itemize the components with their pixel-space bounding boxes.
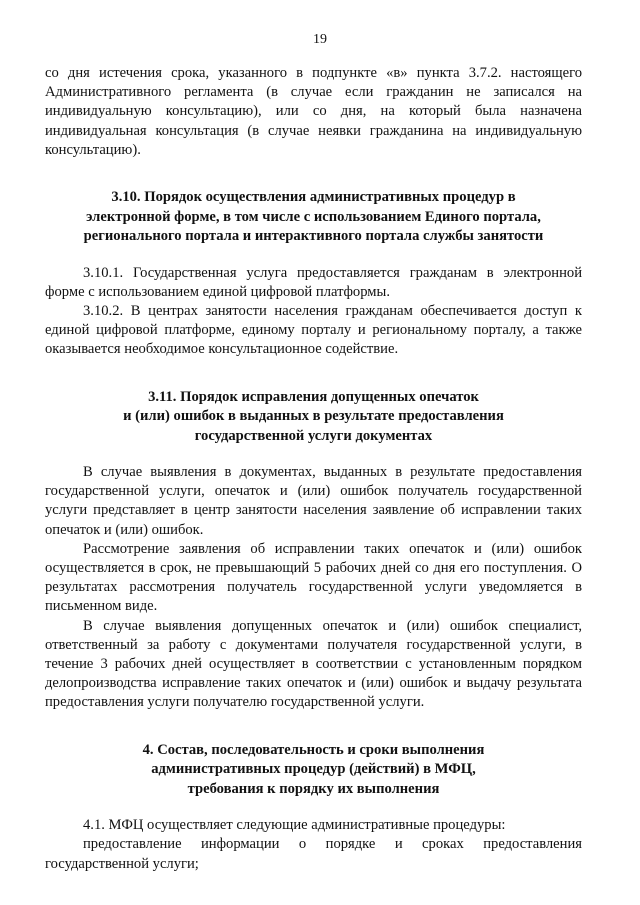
heading-line: 4. Состав, последовательность и сроки выполнения [142, 741, 485, 758]
heading-line: требования к порядку их выполнения [187, 780, 440, 797]
heading-line: регионального портала и интерактивного портала службы занятости [83, 228, 544, 245]
page-content [45, 64, 582, 874]
paragraph-3-10-2: 3.10.2. В центрах занятости населения гражданам обеспечивается доступ к единой цифровой платформе, единому порталу и региональному порталу, а также оказывается необходимое консультационное содействие. [45, 302, 582, 358]
section-3-11-heading [45, 388, 582, 447]
intro-paragraph: со дня истечения срока, указанного в подпункте «в» пункта 3.7.2. настоящего Административного регламента (в случае если гражданин не записался на индивидуальную консультацию), или со дня, на который была назначена индивидуальная консультация (в случае неявки гражданина на индивидуальную консультацию). [45, 65, 582, 158]
heading-line: электронной форме, в том числе с использованием Единого портала, [86, 208, 541, 225]
paragraph-4-1-item: предоставление информации о порядке и сроках предоставления государственной услуги; [45, 836, 582, 872]
heading-line: 3.11. Порядок исправления допущенных опечаток [148, 388, 479, 405]
paragraph-3-10-1: 3.10.1. Государственная услуга предоставляется гражданам в электронной форме с использованием единой цифровой платформы. [45, 264, 582, 300]
heading-line: государственной услуги документах [194, 427, 433, 444]
section-3-10-heading [45, 188, 582, 247]
section-4-heading [45, 741, 582, 800]
heading-line: административных процедур (действий) в МФЦ, [151, 761, 476, 778]
paragraph-3-11-c: В случае выявления допущенных опечаток и (или) ошибок специалист, ответственный за работу с документами получателя государственной услуги, в течение 3 рабочих дней осуществляет в соответствии с установленным порядком делопроизводства исправление таких опечаток и (или) ошибок и выдачу результата предоставления услуги получателю государственной услуги. [45, 617, 582, 711]
page-number: 19 [313, 32, 327, 47]
paragraph-3-11-a: В случае выявления в документах, выданных в результате предоставления государственной услуги, опечаток и (или) ошибок получатель государственной услуги представляет в центр занятости населения заявление об исправлении таких опечаток и (или) ошибок. [45, 464, 582, 538]
heading-line: 3.10. Порядок осуществления административных процедур в [111, 189, 516, 206]
heading-line: и (или) ошибок в выданных в результате предоставления [123, 408, 504, 425]
paragraph-4-1: 4.1. МФЦ осуществляет следующие административные процедуры: [83, 817, 506, 834]
paragraph-3-11-b: Рассмотрение заявления об исправлении таких опечаток и (или) ошибок осуществляется в срок, не превышающий 5 рабочих дней со дня его поступления. О результатах рассмотрения получатель государственной услуги уведомляется в письменном виде. [45, 540, 582, 615]
